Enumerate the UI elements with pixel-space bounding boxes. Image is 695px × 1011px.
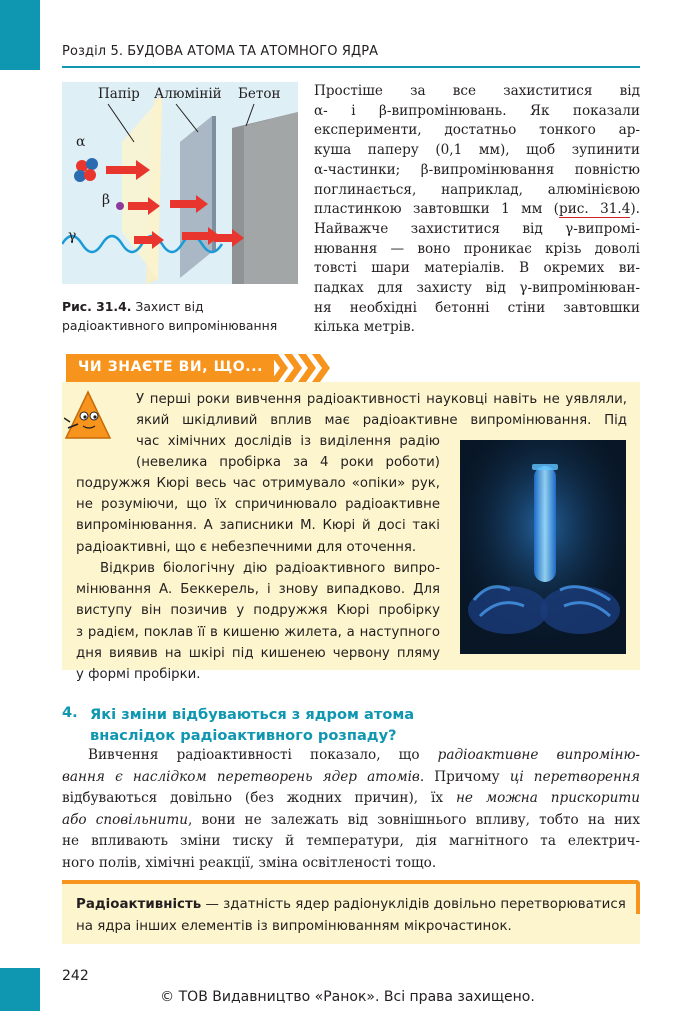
section-4-paragraph [62, 745, 640, 874]
label-paper: Папір [98, 86, 140, 102]
figure-reference-link[interactable]: рис. 31.4 [559, 201, 631, 218]
definition-text-2: на ядра інших елементів із випромінюванням мікрочастинок. [76, 918, 512, 934]
body-line: ного полів, хімічні реакції, зміна освітленості тощо. [62, 854, 437, 871]
dyk-line: виступу він позичив у подружжя Кюрі пробірку [76, 603, 440, 619]
aluminium-pointer [176, 104, 198, 132]
label-concrete: Бетон [238, 86, 281, 102]
chevrons-icon [270, 354, 330, 382]
label-gamma: γ [68, 228, 77, 244]
section-title-line: внаслідок радіоактивного розпаду? [90, 727, 397, 744]
body-text-italic: або сповільнити [62, 811, 188, 828]
dyk-line: У перші роки вивчення радіоактивності науковці навіть не уявляли, [136, 392, 627, 407]
dyk-line: який шкідливий вплив має радіоактивне випромінювання. Під [136, 413, 627, 429]
alpha-particle-proton [76, 160, 88, 172]
alpha-particle-proton [84, 169, 96, 181]
photo-radium-test-tube [460, 440, 626, 654]
label-aluminium: Алюміній [154, 86, 222, 102]
body-line [62, 810, 640, 832]
intro-line: товсті шари матеріалів. В окремих ви- [314, 260, 640, 277]
body-line [62, 767, 640, 789]
intro-line: Простіше за все захиститися від [314, 83, 640, 99]
glowing-test-tube-image [460, 440, 626, 654]
body-text-part: Вивчення радіоактивності показало, що [88, 747, 438, 763]
dyk-line: радіоактивні, що є небезпечними для оточення. [76, 539, 417, 555]
definition-box-border-top [62, 880, 640, 884]
intro-paragraph [314, 82, 640, 338]
dyk-line: мінювання А. Беккерель, і знову випадково. Для [76, 582, 440, 598]
intro-line: куша паперу (0,1 мм), щоб зупинити [314, 142, 640, 159]
body-line [62, 788, 640, 810]
intro-line: ня необхідні бетонні стіни завтовшки [314, 299, 640, 316]
dyk-line: не розуміючи, що їх спричинювало радіоактивне [76, 497, 440, 513]
shielding-illustration [62, 82, 298, 284]
page-number: 242 [62, 968, 89, 984]
body-text-part: , вони не залежать від зовнішнього впливу, тобто на них [187, 811, 640, 828]
body-text-italic: не можна прискорити [455, 790, 640, 806]
body-text-part: . Причому [419, 768, 510, 785]
body-line: не впливають зміни тиску й температури, дія магнітного та електрич- [62, 833, 640, 849]
figure-caption [62, 297, 298, 335]
dyk-line: (невелика пробірка за 4 роки роботи) [136, 455, 440, 471]
intro-line-with-ref [314, 200, 640, 220]
did-you-know-paragraph-1-top [136, 389, 627, 431]
concrete-pointer [246, 104, 254, 126]
body-text-italic: радіоактивне випроміню- [437, 747, 641, 763]
paper-pointer [108, 104, 134, 142]
beta-particle [116, 202, 124, 210]
intro-line-part: пластинкою завтовшки 1 мм ( [314, 201, 559, 218]
section-number: 4. [62, 704, 78, 721]
caption-text-2: радіоактивного випромінювання [62, 318, 278, 333]
dyk-line: випромінювання. А записники М. Кюрі й досі такі [76, 518, 440, 534]
body-text-italic: вання є наслідком перетворень ядер атомів [62, 768, 420, 785]
section-title-line: Які зміни відбуваються з ядром атома [90, 706, 415, 723]
dyk-line: дня виявив на шкірі під кишенею червону пляму [76, 645, 440, 661]
definition-text [76, 894, 628, 937]
running-head: Розділ 5. БУДОВА АТОМА ТА АТОМНОГО ЯДРА [62, 44, 379, 59]
intro-line: поглинається, наприклад, алюмінієвою [314, 181, 640, 198]
did-you-know-paragraph-2 [76, 558, 440, 685]
intro-line: нювання — воно проникає крізь доволі [314, 240, 640, 257]
intro-line: кілька метрів. [314, 319, 415, 336]
concrete-face [244, 112, 298, 284]
intro-line: α-частинки; β-випромінювання повністю [314, 161, 640, 178]
did-you-know-paragraph-1-indent [136, 431, 440, 473]
did-you-know-title: ЧИ ЗНАЄТЕ ВИ, ЩО... [78, 359, 264, 375]
paper-sheet-face [122, 96, 162, 280]
dyk-line: подружжя Кюрі весь час отримувало «опіки» рук, [76, 476, 440, 491]
intro-line: Найважче захиститися від γ-випромі- [314, 220, 640, 237]
intro-line: α- і β-випромінювань. Як показали [314, 102, 640, 119]
definition-term: Радіоактивність [76, 897, 202, 912]
body-line [62, 745, 640, 767]
dyk-line: у формі пробірки. [76, 667, 201, 683]
did-you-know-paragraph-1-rest [76, 473, 440, 558]
section-title [90, 704, 414, 746]
body-text-part: відбуваються довільно (без жодних причин), їх [62, 790, 456, 806]
intro-line-part: ). [630, 201, 640, 218]
header-rule [62, 66, 640, 68]
body-text-italic: ці перетворення [509, 768, 640, 785]
alpha-particle-neutron [86, 158, 98, 170]
figure-radiation-shielding [62, 82, 298, 284]
dyk-line: Відкрив біологічну дію радіоактивного випро- [100, 561, 440, 576]
label-alpha: α [76, 134, 86, 150]
label-beta: β [102, 192, 111, 208]
caption-text-1: Захист від [135, 299, 204, 314]
teal-margin-bar-top [0, 0, 40, 70]
dyk-line: з радієм, поклав її в кишеню жилета, а наступного [76, 624, 440, 640]
definition-box-border-right [636, 880, 640, 914]
intro-line: падках для захисту від γ-випромінюван- [314, 280, 640, 297]
caption-number: Рис. 31.4. [62, 299, 132, 314]
definition-text-1: — здатність ядер радіонуклідів довільно перетворюватися [201, 897, 626, 912]
intro-line: експерименти, достатньо тонкого ар- [314, 122, 640, 139]
mascot-triangle-icon [64, 388, 114, 444]
dyk-line: час хімічних дослідів із виділення радію [136, 434, 440, 449]
copyright-notice: © ТОВ Видавництво «Ранок». Всі права захищено. [160, 989, 535, 1005]
